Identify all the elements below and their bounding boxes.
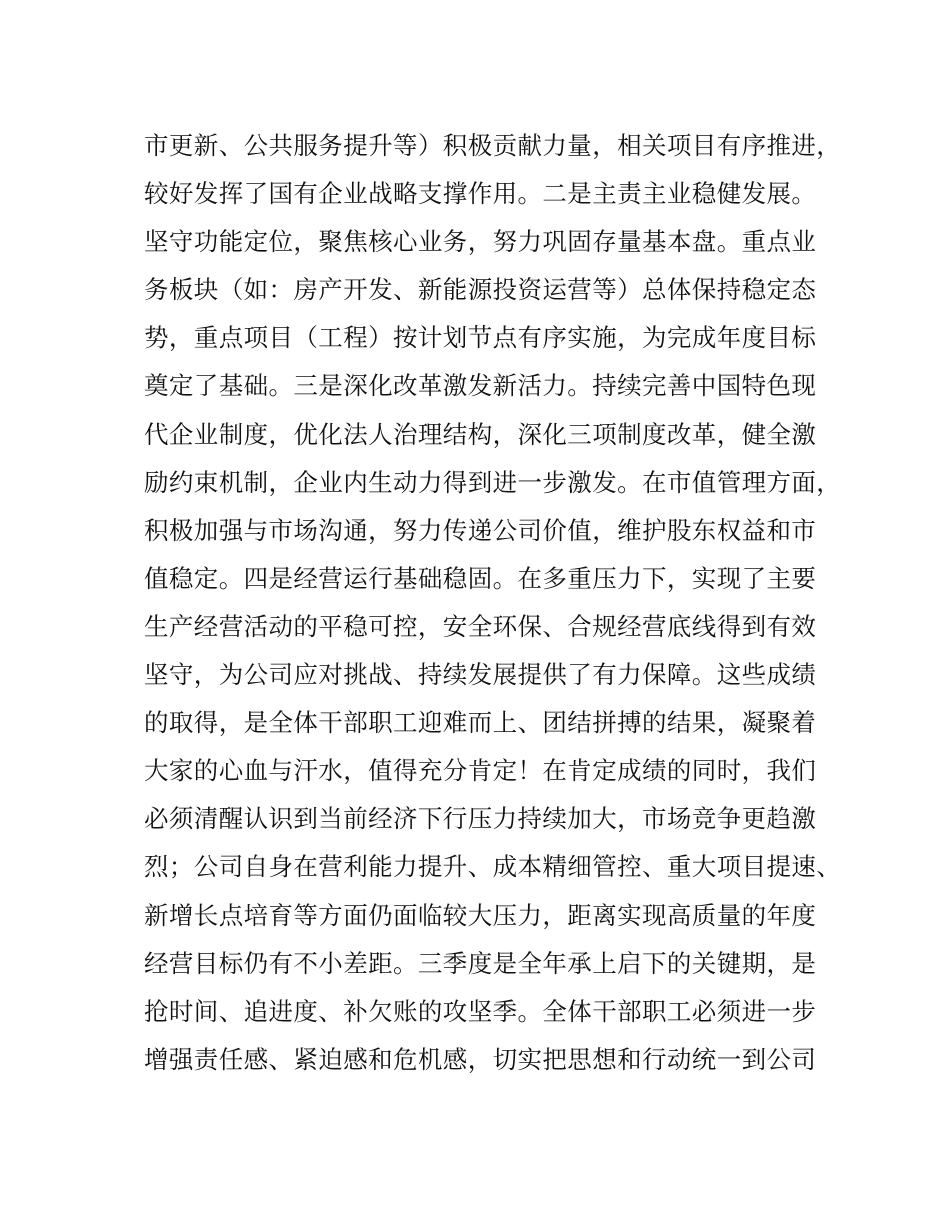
text-line: 励约束机制，企业内生动力得到进一步激发。在市值管理方面， (144, 467, 842, 497)
text-line: 代企业制度，优化法人治理结构，深化三项制度改革，健全激 (144, 419, 817, 449)
text-line: 奠定了基础。三是深化改革激发新活力。持续完善中国特色现 (144, 371, 817, 401)
text-line: 抢时间、追进度、补欠账的攻坚季。全体干部职工必须进一步 (144, 996, 817, 1026)
text-line: 必须清醒认识到当前经济下行压力持续加大，市场竞争更趋激 (144, 804, 817, 834)
text-line: 的取得，是全体干部职工迎难而上、团结拼搏的结果，凝聚着 (144, 708, 817, 738)
text-line: 积极加强与市场沟通，努力传递公司价值，维护股东权益和市 (144, 515, 817, 545)
text-line: 市更新、公共服务提升等）积极贡献力量，相关项目有序推进， (144, 131, 842, 160)
text-line: 新增长点培育等方面仍面临较大压力，距离实现高质量的年度 (144, 900, 817, 930)
text-line: 坚守功能定位，聚焦核心业务，努力巩固存量基本盘。重点业 (144, 227, 817, 257)
text-line: 较好发挥了国有企业战略支撑作用。二是主责主业稳健发展。 (144, 179, 817, 209)
text-line: 增强责任感、紧迫感和危机感，切实把思想和行动统一到公司 (144, 1044, 817, 1074)
text-line: 务板块（如：房产开发、新能源投资运营等）总体保持稳定态 (144, 275, 817, 305)
text-line: 值稳定。四是经营运行基础稳固。在多重压力下，实现了主要 (144, 563, 817, 593)
text-line: 烈；公司自身在营利能力提升、成本精细管控、重大项目提速、 (144, 852, 842, 882)
text-line: 生产经营活动的平稳可控，安全环保、合规经营底线得到有效 (144, 611, 817, 641)
text-line: 经营目标仍有不小差距。三季度是全年承上启下的关键期，是 (144, 948, 817, 978)
text-line: 坚守，为公司应对挑战、持续发展提供了有力保障。这些成绩 (144, 660, 817, 690)
text-line: 势，重点项目（工程）按计划节点有序实施，为完成年度目标 (144, 323, 817, 353)
text-line: 大家的心血与汗水，值得充分肯定！在肯定成绩的同时，我们 (144, 756, 817, 786)
body-text (144, 122, 842, 1084)
